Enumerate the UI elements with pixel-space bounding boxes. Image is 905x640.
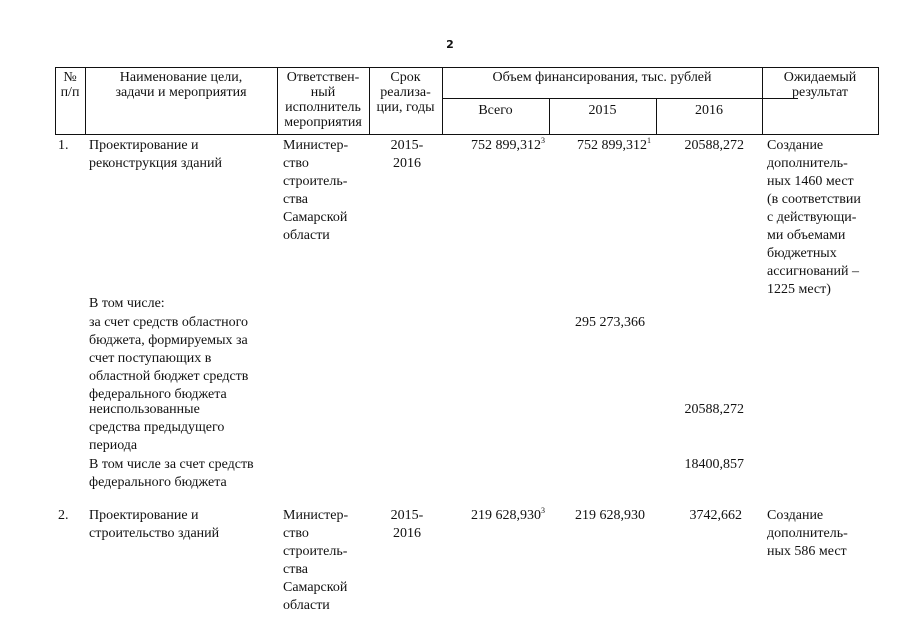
header-total: Всего: [478, 103, 513, 118]
page-number: 2: [446, 38, 454, 51]
federal-budget-2016: 18400,857: [684, 457, 744, 472]
header-name: Наименование цели, задачи и мероприятия: [115, 70, 247, 100]
unused-funds-label: неиспользованные средства предыдущего периода: [89, 402, 225, 453]
row1-num: 1.: [58, 138, 69, 153]
row1-total-footnote: 3: [541, 136, 545, 145]
row2-result: Создание дополнитель- ных 586 мест: [767, 508, 848, 559]
header-responsible: Ответствен- ный исполнитель мероприятия: [284, 70, 362, 130]
header-top-border: [55, 67, 878, 68]
row2-2015: 219 628,930: [575, 508, 645, 523]
row2-2016: 3742,662: [689, 508, 742, 523]
unused-funds-2016: 20588,272: [684, 402, 744, 417]
row1-name: Проектирование и реконструкция зданий: [89, 138, 222, 171]
row1-total: 752 899,312$^3$: [471, 136, 545, 153]
row1-term: 2015- 2016: [390, 138, 424, 171]
including-label: В том числе:: [89, 296, 165, 311]
table-header: [55, 67, 878, 135]
regional-budget-2015: 295 273,366: [575, 315, 645, 330]
header-term: Срок реализа- ции, годы: [376, 70, 435, 115]
header-financing: Объем финансирования, тыс. рублей: [492, 70, 712, 85]
row1-2016: 20588,272: [684, 138, 744, 153]
row1-2015: 752 899,312$^1$: [577, 136, 651, 153]
regional-budget-label: за счет средств областного бюджета, формируемых за счет поступающих в областной бюджет средств федерального бюджета: [89, 315, 249, 402]
financing-subheader-border: [442, 98, 798, 99]
header-result: Ожидаемый результат: [783, 70, 857, 100]
row1-result: Создание дополнитель- ных 1460 мест (в соответствии с действующи- ми объемами бюджетных ассигнований – 1225 мест): [767, 138, 861, 297]
row1-responsible: Министер- ство строитель- ства Самарской области: [283, 138, 349, 243]
row2-name: Проектирование и строительство зданий: [89, 508, 220, 541]
header-2016: 2016: [695, 103, 723, 118]
federal-budget-label: В том числе за счет средств федерального бюджета: [89, 457, 254, 490]
row2-responsible: Министер- ство строитель- ства Самарской области: [283, 508, 349, 613]
header-2015: 2015: [588, 103, 617, 118]
row2-term: 2015- 2016: [390, 508, 424, 541]
row1-2015-footnote: 1: [647, 136, 651, 145]
row2-total-footnote: 3: [541, 506, 545, 515]
row2-total: 219 628,930$^3$: [471, 506, 545, 523]
header-num: № п/п: [60, 70, 80, 100]
row2-num: 2.: [58, 508, 69, 523]
header-bottom-border: [55, 134, 878, 135]
col-border: [878, 67, 879, 135]
